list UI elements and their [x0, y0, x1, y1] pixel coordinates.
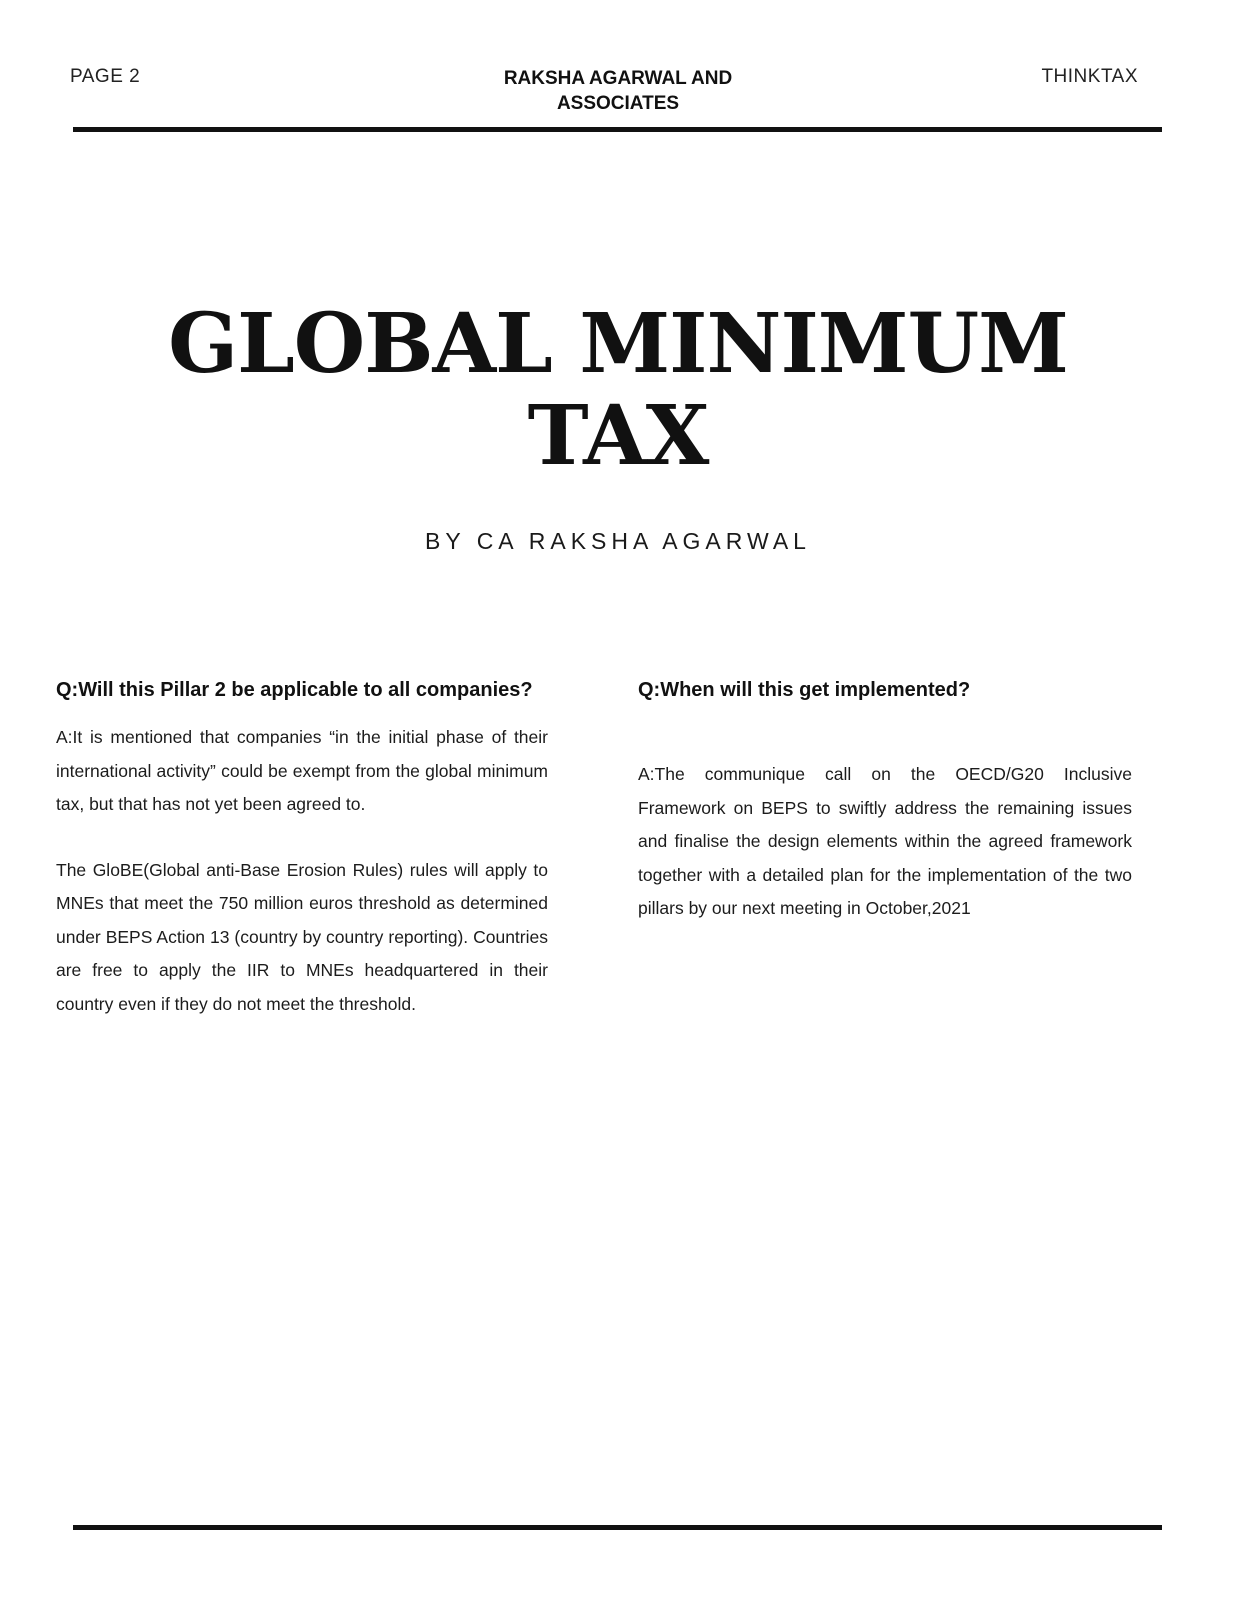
question-heading: Q:Will this Pillar 2 be applicable to all companies?	[56, 679, 533, 701]
brand-name: THINKTAX	[1041, 66, 1138, 87]
page-title-line-1: GLOBAL MINIMUM	[168, 296, 1068, 392]
page-title-line-2: TAX	[527, 388, 709, 484]
answer-paragraph: A:It is mentioned that companies “in the initial phase of their international activity” could be exempt from the global minimum tax, but that has not yet been agreed to.	[56, 727, 548, 814]
page-title	[118, 298, 1118, 482]
footer-divider	[73, 1525, 1162, 1530]
right-column	[638, 672, 1132, 926]
page-number: PAGE 2	[70, 66, 141, 87]
answer-paragraph: The GloBE(Global anti-Base Erosion Rules) rules will apply to MNEs that meet the 750 million euros threshold as determined under BEPS Action 13 (country by country reporting). Countries are free to apply the IIR to MNEs headquartered in their country even if they do not meet the threshold.	[56, 859, 548, 1014]
header-divider	[73, 127, 1162, 132]
firm-name-line-1: RAKSHA AGARWAL AND	[503, 68, 733, 89]
firm-name-line-2: ASSOCIATES	[556, 93, 680, 114]
answer-paragraph: A:The communique call on the OECD/G20 Inclusive Framework on BEPS to swiftly address the remaining issues and finalise the design elements within the agreed framework together with a detailed plan for the implementation of the two pillars by our next meeting in October,2021	[638, 764, 1132, 918]
firm-name	[418, 66, 818, 116]
left-column	[56, 672, 548, 1021]
author-byline: BY CA RAKSHA AGARWAL	[425, 528, 811, 554]
question-heading: Q:When will this get implemented?	[638, 679, 971, 701]
